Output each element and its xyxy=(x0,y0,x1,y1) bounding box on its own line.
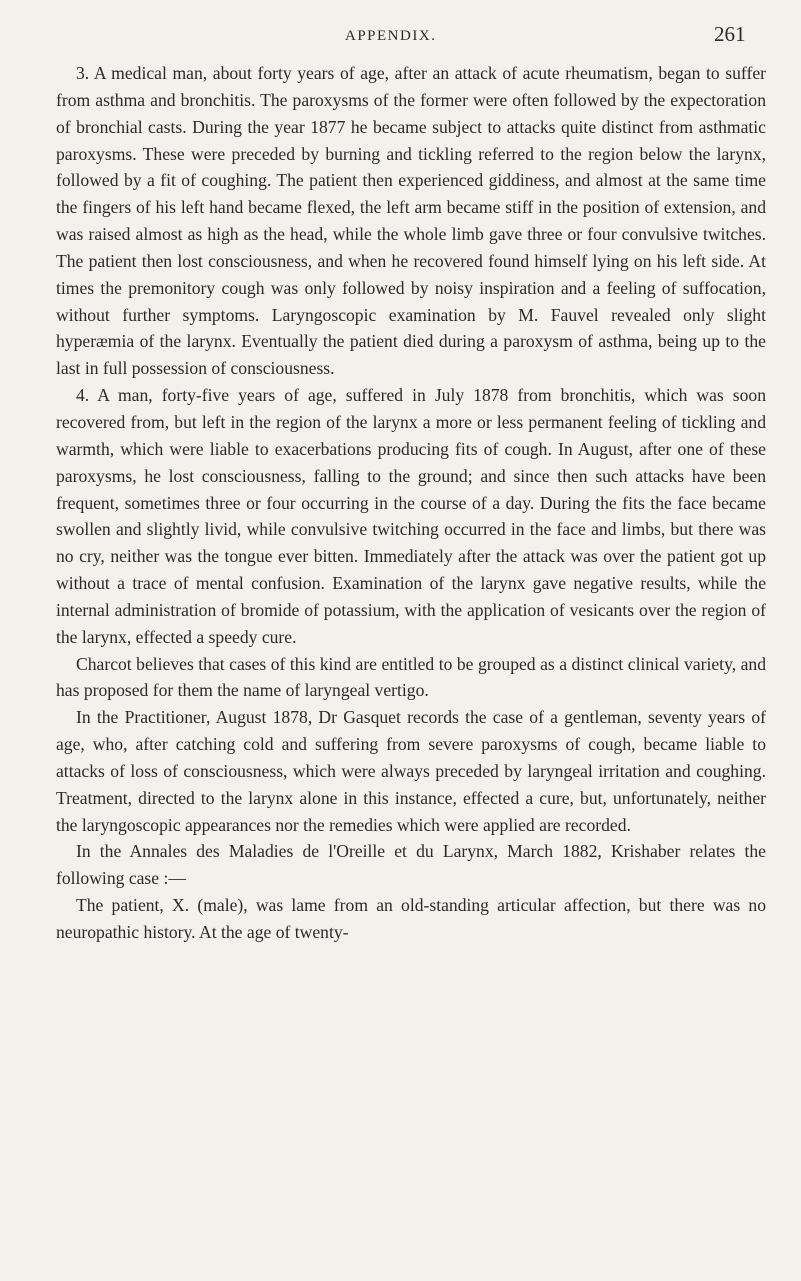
paragraph-case-4: 4. A man, forty-five years of age, suffered in July 1878 from bronchitis, which was soon recovered from, but left in the region of the larynx a more or less permanent feeling of tickling and warmth, which were liable to exacerbations producing fits of cough. In August, after one of these paroxysms, he lost consciousness, falling to the ground; and since then such attacks have been frequent, sometimes three or four occurring in the course of a day. During the fits the face became swollen and slightly livid, while convulsive twitching occurred in the face and limbs, but there was no cry, neither was the tongue ever bitten. Immediately after the attack was over the patient got up without a trace of mental confusion. Examination of the larynx gave negative results, while the internal administration of bromide of potassium, with the application of vesicants over the region of the larynx, effected a speedy cure. xyxy=(56,385,766,647)
running-head: APPENDIX. xyxy=(345,28,437,44)
paragraph-case-3: 3. A medical man, about forty years of age, after an attack of acute rheumatism, began to suffer from asthma and bronchitis. The paroxysms of the former were often followed by the expectoration of bronchial casts. During the year 1877 he became subject to attacks quite distinct from asthmatic paroxysms. These were preceded by burning and tickling referred to the region below the larynx, followed by a fit of coughing. The patient then experienced giddiness, and almost at the same time the fingers of his left hand became flexed, the left arm became stiff in the position of extension, and was raised almost as high as the head, while the whole limb gave three or four convulsive twitches. The patient then lost consciousness, and when he recovered found himself lying on his left side. At times the premonitory cough was only followed by noisy inspiration and a feeling of suffocation, without further symptoms. Laryngoscopic examination by M. Fauvel revealed only slight hyperæmia of the larynx. Eventually the patient died during a paroxysm of asthma, being up to the last in full possession of consciousness. xyxy=(56,63,766,379)
paragraph-krishaber: In the Annales des Maladies de l'Oreille et du Larynx, March 1882, Krishaber relates the following case :— xyxy=(56,841,766,889)
body-text xyxy=(56,60,766,946)
paragraph-patient-x: The patient, X. (male), was lame from an old-standing articular affection, but there was no neuropathic history. At the age of twenty- xyxy=(56,895,766,942)
paragraph-charcot: Charcot believes that cases of this kind are entitled to be grouped as a distinct clinical variety, and has proposed for them the name of laryngeal vertigo. xyxy=(56,653,766,701)
page-header xyxy=(0,22,801,50)
page-number: 261 xyxy=(714,22,746,46)
paragraph-gasquet: In the Practitioner, August 1878, Dr Gasquet records the case of a gentleman, seventy years of age, who, after catching cold and suffering from severe paroxysms of cough, became liable to attacks of loss of consciousness, which were always preceded by laryngeal irritation and coughing. Treatment, directed to the larynx alone in this instance, effected a cure, but, unfortunately, neither the laryngoscopic appearances nor the remedies which were applied are recorded. xyxy=(56,707,766,835)
